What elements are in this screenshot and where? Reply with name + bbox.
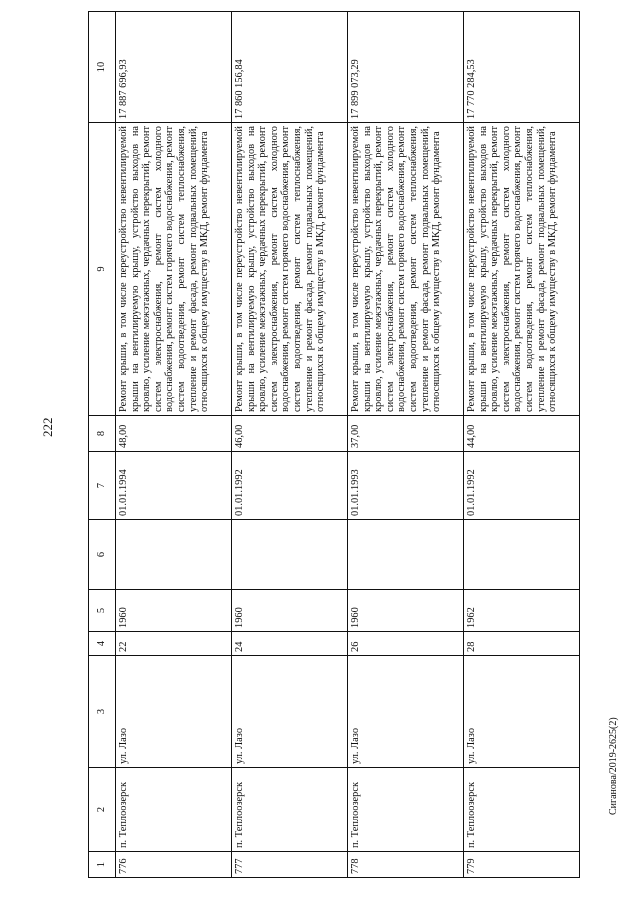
table-row xyxy=(348,12,464,878)
wear-value: 48,00 xyxy=(116,416,232,452)
col-header-3: 3 xyxy=(89,656,116,768)
col-6-value xyxy=(464,520,580,590)
works-description: Ремонт крыши, в том числе переустройство невентилируемой крыши на вентилируемую крышу, устройство выходов на кровлю, усиление межэтажных, чердачных перекрытий, ремонт систем электроснабжения, ремонт систем холодного водоснабжения, ремонт систем горячего водоснабжения, ремонт систем водоотведения, ремонт систем теплоснабжения, утепление и ремонт фасада, ремонт подвальных помещений, относящихся к общему имуществу в МКД, ремонт фундамента xyxy=(116,123,232,416)
page-number: 222 xyxy=(40,417,55,437)
col-6-value xyxy=(232,520,348,590)
table-row xyxy=(464,12,580,878)
settlement: п. Теплоозерск xyxy=(464,768,580,852)
settlement: п. Теплоозерск xyxy=(232,768,348,852)
settlement: п. Теплоозерск xyxy=(116,768,232,852)
works-description: Ремонт крыши, в том числе переустройство невентилируемой крыши на вентилируемую крышу, устройство выходов на кровлю, усиление межэтажных, чердачных перекрытий, ремонт систем электроснабжения, ремонт систем холодного водоснабжения, ремонт систем горячего водоснабжения, ремонт систем водоотведения, ремонт систем теплоснабжения, утепление и ремонт фасада, ремонт подвальных помещений, относящихся к общему имуществу в МКД, ремонт фундамента xyxy=(464,123,580,416)
col-header-9: 9 xyxy=(89,123,116,416)
col-6-value xyxy=(116,520,232,590)
wear-value: 46,00 xyxy=(232,416,348,452)
cost: 17 899 073,29 xyxy=(348,12,464,123)
col-header-8: 8 xyxy=(89,416,116,452)
table-row xyxy=(116,12,232,878)
build-year: 1962 xyxy=(464,590,580,632)
repair-program-table xyxy=(88,11,580,878)
house-number: 26 xyxy=(348,632,464,656)
col-header-5: 5 xyxy=(89,590,116,632)
settlement: п. Теплоозерск xyxy=(348,768,464,852)
street: ул. Лазо xyxy=(232,656,348,768)
house-number: 28 xyxy=(464,632,580,656)
cost: 17 860 156,84 xyxy=(232,12,348,123)
date: 01.01.1994 xyxy=(116,452,232,520)
row-number: 777 xyxy=(232,852,348,878)
wear-value: 44,00 xyxy=(464,416,580,452)
col-header-1: 1 xyxy=(89,852,116,878)
street: ул. Лазо xyxy=(464,656,580,768)
row-number: 778 xyxy=(348,852,464,878)
row-number: 779 xyxy=(464,852,580,878)
works-description: Ремонт крыши, в том числе переустройство невентилируемой крыши на вентилируемую крышу, устройство выходов на кровлю, усиление межэтажных, чердачных перекрытий, ремонт систем электроснабжения, ремонт систем холодного водоснабжения, ремонт систем горячего водоснабжения, ремонт систем водоотведения, ремонт систем теплоснабжения, утепление и ремонт фасада, ремонт подвальных помещений, относящихся к общему имуществу в МКД, ремонт фундамента xyxy=(232,123,348,416)
house-number: 22 xyxy=(116,632,232,656)
col-header-6: 6 xyxy=(89,520,116,590)
row-number: 776 xyxy=(116,852,232,878)
date: 01.01.1992 xyxy=(232,452,348,520)
col-header-2: 2 xyxy=(89,768,116,852)
cost: 17 887 696,93 xyxy=(116,12,232,123)
table-row xyxy=(232,12,348,878)
wear-value: 37,00 xyxy=(348,416,464,452)
col-header-7: 7 xyxy=(89,452,116,520)
rotated-table-wrapper xyxy=(88,12,575,878)
col-header-10: 10 xyxy=(89,12,116,123)
cost: 17 770 284,53 xyxy=(464,12,580,123)
street: ул. Лазо xyxy=(116,656,232,768)
header-row xyxy=(89,12,116,878)
build-year: 1960 xyxy=(232,590,348,632)
build-year: 1960 xyxy=(348,590,464,632)
street: ул. Лазо xyxy=(348,656,464,768)
col-header-4: 4 xyxy=(89,632,116,656)
date: 01.01.1993 xyxy=(348,452,464,520)
col-6-value xyxy=(348,520,464,590)
house-number: 24 xyxy=(232,632,348,656)
date: 01.01.1992 xyxy=(464,452,580,520)
footer-code: Сиганова/2019-2625(2) xyxy=(608,717,619,815)
build-year: 1960 xyxy=(116,590,232,632)
works-description: Ремонт крыши, в том числе переустройство невентилируемой крыши на вентилируемую крышу, устройство выходов на кровлю, усиление межэтажных, чердачных перекрытий, ремонт систем электроснабжения, ремонт систем холодного водоснабжения, ремонт систем горячего водоснабжения, ремонт систем водоотведения, ремонт систем теплоснабжения, утепление и ремонт фасада, ремонт подвальных помещений, относящихся к общему имуществу в МКД, ремонт фундамента xyxy=(348,123,464,416)
